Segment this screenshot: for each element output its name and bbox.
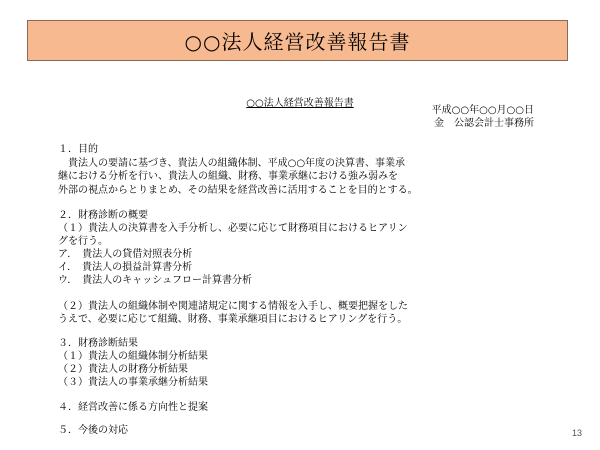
section2-subitem: ア． 貴法人の貸借対照表分析 — [58, 249, 193, 260]
section2-item2-line: （２）貴法人の組織体制や関連諸規定に関する情報を入手し、概要把握をした — [58, 301, 408, 312]
page-number: 13 — [571, 428, 582, 438]
section1-line: 継における分析を行い、貴法人の組織、財務、事業承継における強み弱みを — [58, 171, 398, 182]
slide-title: ○○法人経営改善報告書 — [184, 30, 411, 54]
section5-heading: ５．今後の対応 — [58, 425, 128, 436]
section3-item: （１）貴法人の組織体制分析結果 — [58, 351, 208, 362]
section1-line: 貴法人の要請に基づき、貴法人の組織体制、平成○○年度の決算書、事業承 — [58, 158, 406, 169]
section3-item: （３）貴法人の事業承継分析結果 — [58, 377, 208, 388]
section4-heading: ４．経営改善に係る方向性と提案 — [58, 402, 208, 413]
section2-item2-line: うえで、必要に応じて組織、財務、事業承継項目におけるヒアリングを行う。 — [58, 314, 408, 325]
section3-item: （２）貴法人の財務分析結果 — [58, 364, 188, 375]
document-author: 金 公認会計士事務所 — [434, 118, 534, 129]
section3-heading: ３．財務診断結果 — [58, 338, 138, 349]
document-title-text: ○○法人経営改善報告書 — [246, 98, 354, 109]
section2-item1-line: グを行う。 — [58, 236, 108, 247]
slide-title-banner — [27, 20, 568, 61]
section2-subitem: ウ． 貴法人のキャッシュフロー計算書分析 — [58, 275, 252, 286]
section2-item1-line: （１）貴法人の決算書を入手分析し、必要に応じて財務項目におけるヒアリン — [58, 223, 408, 234]
section2-subitem: イ． 貴法人の損益計算書分析 — [58, 262, 193, 273]
section2-heading: ２．財務診断の概要 — [58, 210, 148, 221]
section1-line: 外部の視点からとりまとめ、その結果を経営改善に活用することを目的とする。 — [58, 185, 418, 196]
section1-heading: １．目的 — [58, 144, 98, 155]
document-date: 平成○○年○○月○○日 — [431, 105, 534, 116]
